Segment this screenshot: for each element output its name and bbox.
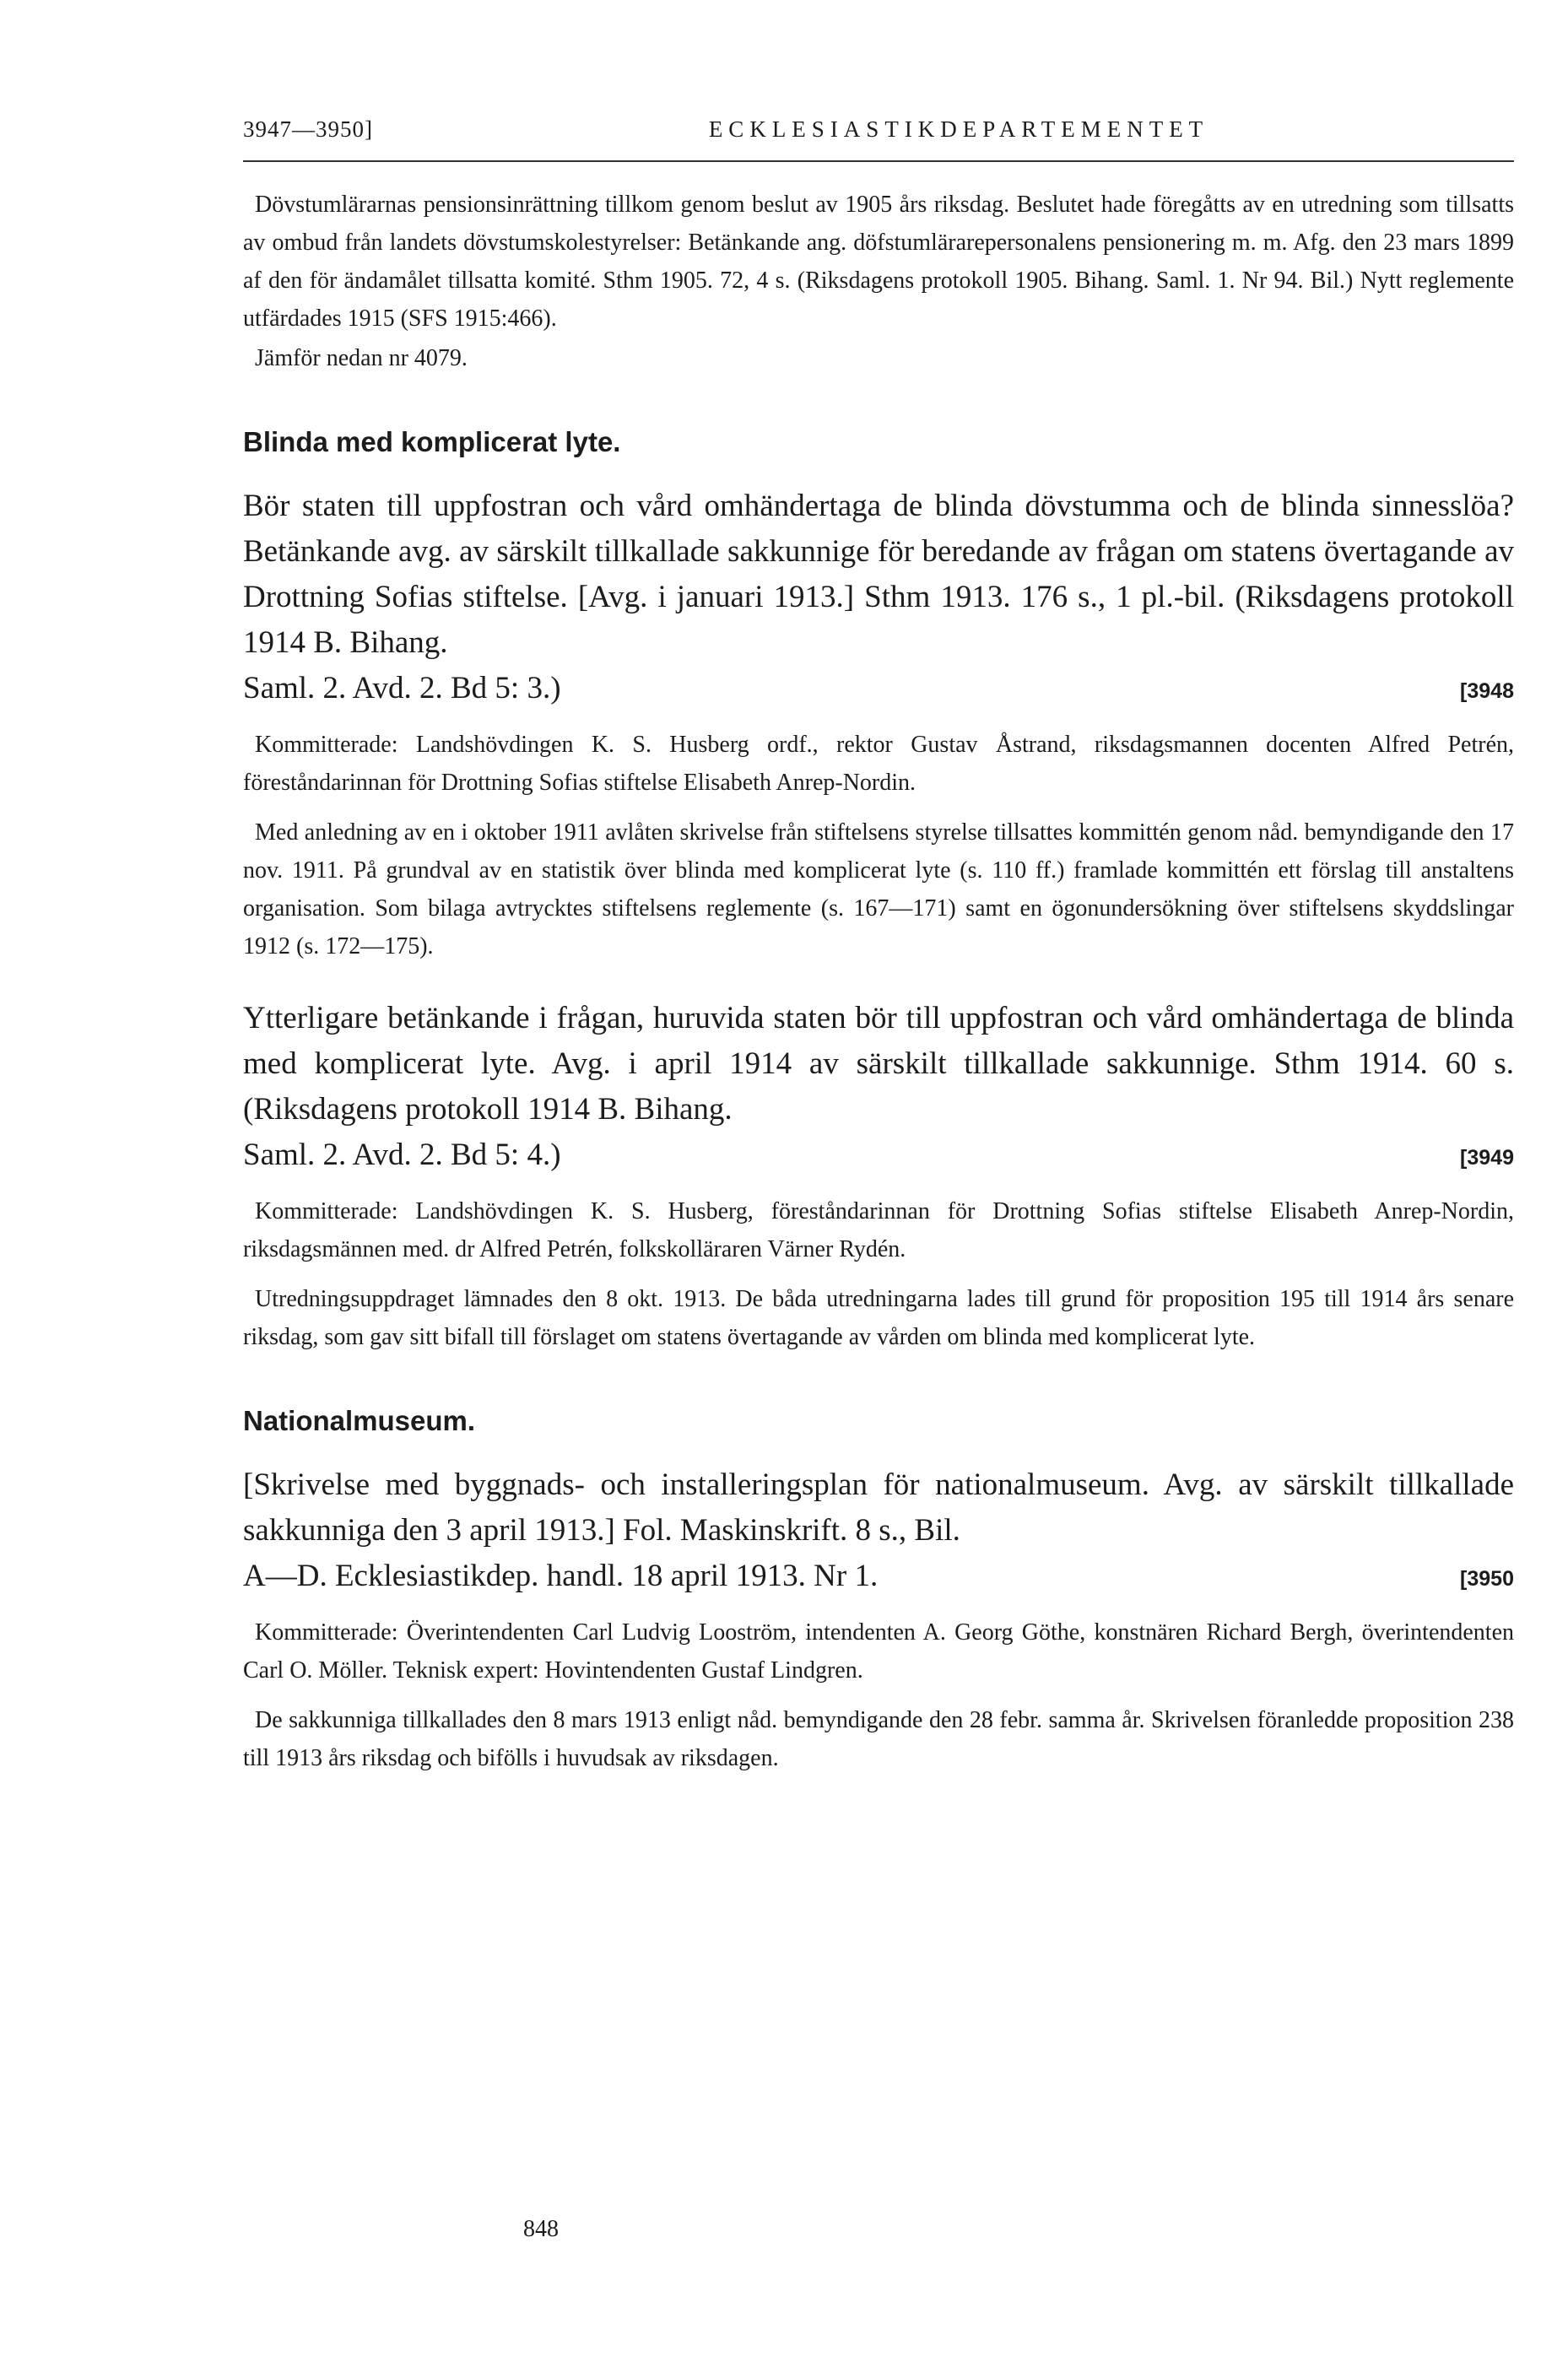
intro-paragraph: Dövstumlärarnas pensionsinrättning tillkom genom beslut av 1905 års riksdag. Beslutet hade föregåtts av en utredning som tillsatts av ombud från landets dövstumskolestyrelser: Betänkande ang. döfstumlärarepersonalens pensionering m. m. Afg. den 23 mars 1899 af den för ändamålet tillsatta komité. Sthm 1905. 72, 4 s. (Riksdagens protokoll 1905. Bihang. Saml. 1. Nr 94. Bil.) Nytt reglemente utfärdades 1915 (SFS 1915:466). xyxy=(243,192,1514,332)
entry-number: [3950 xyxy=(1460,1567,1514,1591)
entry-number: [3949 xyxy=(1460,1146,1514,1170)
cross-reference: Jämför nedan nr 4079. xyxy=(255,345,468,371)
entry-note: De sakkunniga tillkallades den 8 mars 1913 enligt nåd. bemyndigande den 28 febr. samma år. Skrivelsen föranledde proposition 238 till 1913 års riksdag och bifölls i huvudsak av riksdagen. xyxy=(243,1707,1514,1771)
entry-number: [3948 xyxy=(1460,679,1514,703)
entry-committee: Kommitterade: Landshövdingen K. S. Husberg, föreståndarinnan för Drottning Sofias stiftelse Elisabeth Anrep-Nordin, riksdagsmännen med. dr Alfred Petrén, folkskolläraren Värner Rydén. xyxy=(243,1198,1514,1262)
entry-text: Ytterligare betänkande i frågan, huruvida staten bör till uppfostran och vård omhändertaga de blinda med komplicerat lyte. Avg. i april 1914 av särskilt tillkallade sakkunnige. Sthm 1914. 60 s. (Riksdagens protokoll 1914 B. Bihang. xyxy=(243,1001,1514,1127)
document-page xyxy=(243,116,1514,1777)
entry-last-line: A—D. Ecklesiastikdep. handl. 18 april 1913. Nr 1. xyxy=(243,1559,879,1593)
header-rule xyxy=(243,160,1514,162)
running-header xyxy=(243,116,1514,152)
entry-committee: Kommitterade: Överintendenten Carl Ludvig Looström, intendenten A. Georg Göthe, konstnären Richard Bergh, överintendenten Carl O. Möller. Teknisk expert: Hovintendenten Gustaf Lindgren. xyxy=(243,1619,1514,1684)
bibliographic-entry xyxy=(243,996,1514,1356)
entry-last-line: Saml. 2. Avd. 2. Bd 5: 3.) xyxy=(243,671,561,705)
department-title: ECKLESIASTIKDEPARTEMENTET xyxy=(708,116,1209,142)
entry-range: 3947—3950] xyxy=(243,116,373,142)
entry-note: Med anledning av en i oktober 1911 avlåten skrivelse från stiftelsens styrelse tillsattes kommittén genom nåd. bemyndigande den 17 nov. 1911. På grundval av en statistik över blinda med komplicerat lyte (s. 110 ff.) framlade kommittén ett förslag till anstaltens organisation. Som bilaga avtrycktes stiftelsens reglemente (s. 167—171) samt en ögonundersökning över stiftelsens skyddslingar 1912 (s. 172—175). xyxy=(243,819,1514,959)
section-heading: Blinda med komplicerat lyte. xyxy=(243,426,621,457)
entry-note: Utredningsuppdraget lämnades den 8 okt. 1913. De båda utredningarna lades till grund för proposition 195 till 1914 års senare riksdag, som gav sitt bifall till förslaget om statens övertagande av vården om blinda med komplicerat lyte. xyxy=(243,1286,1514,1350)
page-number: 848 xyxy=(523,2216,559,2242)
entry-text: Bör staten till uppfostran och vård omhändertaga de blinda dövstumma och de blinda sinnesslöa? Betänkande avg. av särskilt tillkallade sakkunnige för beredande av frågan om statens övertagande av Drottning Sofias stiftelse. [Avg. i januari 1913.] Sthm 1913. 176 s., 1 pl.-bil. (Riksdagens protokoll 1914 B. Bihang. xyxy=(243,489,1514,660)
section-heading: Nationalmuseum. xyxy=(243,1405,476,1436)
entry-text: [Skrivelse med byggnads- och installeringsplan för nationalmuseum. Avg. av särskilt tillkallade sakkunniga den 3 april 1913.] Fol. Maskinskrift. 8 s., Bil. xyxy=(243,1467,1514,1548)
bibliographic-entry xyxy=(243,1462,1514,1777)
entry-committee: Kommitterade: Landshövdingen K. S. Husberg ordf., rektor Gustav Åstrand, riksdagsmannen docenten Alfred Petrén, föreståndarinnan för Drottning Sofias stiftelse Elisabeth Anrep-Nordin. xyxy=(243,732,1514,796)
entry-last-line: Saml. 2. Avd. 2. Bd 5: 4.) xyxy=(243,1138,561,1172)
bibliographic-entry xyxy=(243,484,1514,965)
